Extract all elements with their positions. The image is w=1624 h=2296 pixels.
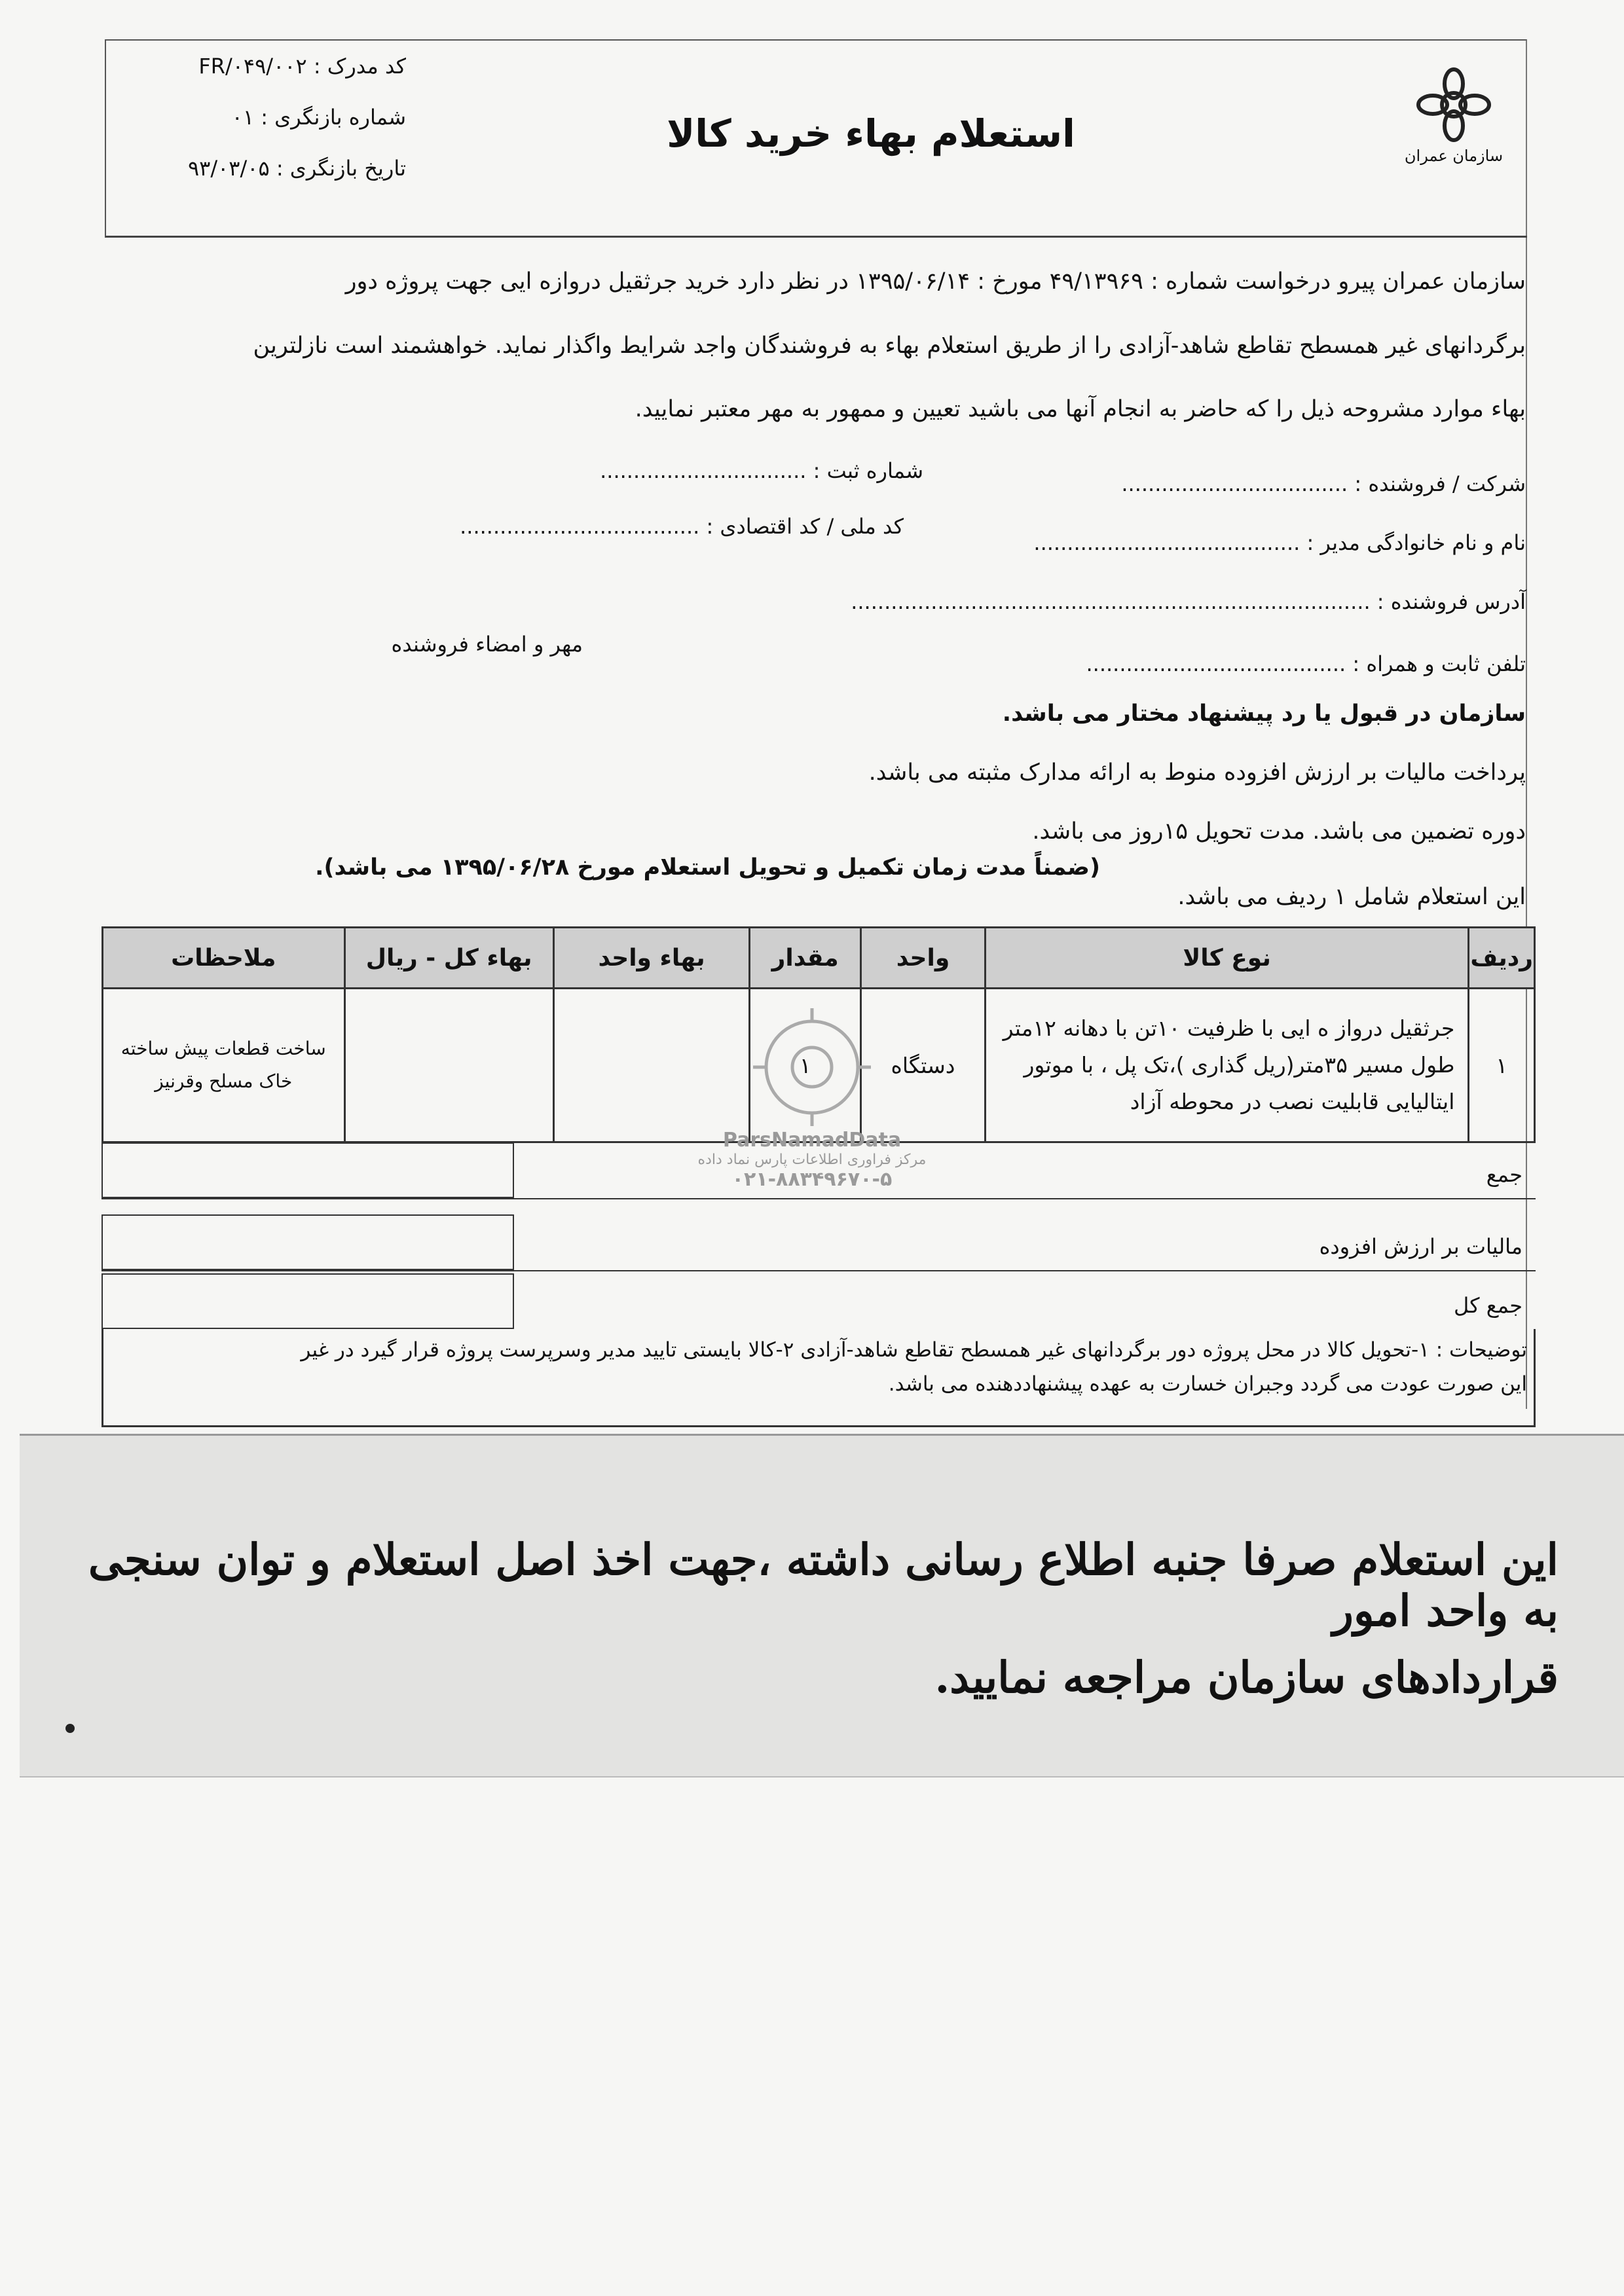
phone-field: تلفن ثابت و همراه : ....................................... bbox=[1086, 651, 1526, 676]
logo-emblem-icon bbox=[1414, 65, 1493, 144]
intro-line-2: برگردانهای غیر همسطح تقاطع شاهد-آزادی را از طریق استعلام بهاء به فروشندگان واجد شرایط واگذار نماید. خواهشمند است نازلترین bbox=[253, 333, 1526, 359]
watermark-subtitle: مرکز فراوری اطلاعات پارس نماد داده bbox=[697, 1152, 927, 1168]
item-total-price bbox=[344, 989, 553, 1142]
rows-count: این استعلام شامل ۱ ردیف می باشد. bbox=[1177, 884, 1526, 910]
gear-stamp-icon bbox=[740, 995, 884, 1126]
vat-value-cell bbox=[101, 1214, 514, 1270]
watermark-brand: ParsNamadData bbox=[722, 1129, 902, 1152]
row-number: ۱ bbox=[1469, 989, 1535, 1142]
notice-overlay bbox=[20, 1434, 1624, 1777]
header-item-type: نوع کالا bbox=[985, 928, 1469, 989]
notice-line-2: قراردادهای سازمان مراجعه نمایید. bbox=[934, 1652, 1559, 1703]
revision-number: شماره بازنگری : ۰۱ bbox=[231, 105, 406, 130]
page-title: استعلام بهاء خرید کالا bbox=[667, 111, 1075, 156]
registration-field: شماره ثبت : ............................... bbox=[600, 458, 923, 483]
intro-line-3: بهاء موارد مشروحه ذیل را که حاضر به انجام آنها می باشید تعیین و ممهور به مهر معتبر نمایید. bbox=[635, 396, 1526, 422]
grand-total-value-cell bbox=[101, 1273, 514, 1329]
watermark-phone: ۰۲۱-۸۸۳۴۹۶۷۰-۵ bbox=[731, 1168, 893, 1191]
notice-line-1: این استعلام صرفا جنبه اطلاع رسانی داشته ،جهت اخذ اصل استعلام و توان سنجی به واحد امور bbox=[88, 1534, 1559, 1636]
header-unit: واحد bbox=[861, 928, 986, 989]
logo-caption: سازمان عمران bbox=[1404, 147, 1504, 165]
revision-date: تاریخ بازنگری : ۹۳/۰۳/۰۵ bbox=[187, 156, 406, 181]
vat-label: مالیات بر ارزش افزوده bbox=[1319, 1234, 1522, 1259]
item-unit: دستگاه bbox=[861, 989, 986, 1142]
sum-label: جمع bbox=[1486, 1162, 1522, 1187]
grand-total-row bbox=[101, 1273, 1536, 1329]
grand-total-label: جمع کل bbox=[1454, 1293, 1522, 1318]
table-header-row bbox=[103, 928, 1535, 989]
manager-name-field: نام و نام خانوادگی مدیر : ........................................ bbox=[1033, 530, 1526, 555]
item-description: جرثقیل درواز ه ایی با ظرفیت ۱۰تن با دهانه ۱۲متر طول مسیر ۳۵متر(ریل گذاری )،تک پل ، با موتور ایتالیایی قابلیت نصب در محوطه آزاد bbox=[985, 989, 1469, 1142]
header-unit-price: بهاء واحد bbox=[553, 928, 749, 989]
watermark-stamp bbox=[661, 995, 963, 1270]
national-id-field: کد ملی / کد اقتصادی : .................................... bbox=[460, 514, 904, 539]
sum-value-cell bbox=[101, 1142, 514, 1198]
header-quantity: مقدار bbox=[750, 928, 861, 989]
deadline-note: (ضمناً مدت زمان تکمیل و تحویل استعلام مورخ ۱۳۹۵/۰۶/۲۸ می باشد). bbox=[315, 854, 1100, 881]
header-row-number: ردیف bbox=[1469, 928, 1535, 989]
warranty-delivery: دوره تضمین می باشد. مدت تحویل ۱۵روز می باشد. bbox=[1032, 818, 1526, 845]
item-notes: ساخت قطعات پیش ساخته خاک مسلح وقرنیز bbox=[103, 989, 345, 1142]
header-notes: ملاحظات bbox=[103, 928, 345, 989]
header-total-price: بهاء کل - ریال bbox=[344, 928, 553, 989]
seal-signature-label: مهر و امضاء فروشنده bbox=[391, 632, 583, 657]
dot-mark bbox=[65, 1724, 75, 1733]
company-field: شرکت / فروشنده : .................................. bbox=[1121, 471, 1526, 496]
notes-line-1: توضیحات : ۱-تحویل کالا در محل پروژه دور برگردانهای غیر همسطح تقاطع شاهد-آزادی ۲-کالا بایستی تایید مدیر وسرپرست پروژه قرار گیرد در غیر bbox=[301, 1338, 1527, 1362]
address-field: آدرس فروشنده : .............................................................................. bbox=[851, 589, 1526, 614]
vat-condition: پرداخت مالیات بر ارزش افزوده منوط به ارائه مدارک مثبته می باشد. bbox=[868, 759, 1526, 786]
intro-line-1: سازمان عمران پیرو درخواست شماره : ۴۹/۱۳۹۶۹ مورخ : ۱۳۹۵/۰۶/۱۴ در نظر دارد خرید جرثقیل دروازه ایی جهت پروژه دور bbox=[345, 268, 1526, 295]
notes-line-2: این صورت عودت می گردد وجبران خسارت به عهده پیشنهاددهنده می باشد. bbox=[888, 1372, 1527, 1396]
acceptance-condition: سازمان در قبول یا رد پیشنهاد مختار می باشد. bbox=[1002, 701, 1526, 727]
item-quantity: ۱ bbox=[750, 989, 861, 1142]
doc-code: کد مدرک : FR/۰۴۹/۰۰۲ bbox=[198, 54, 406, 79]
organization-logo bbox=[1401, 65, 1506, 190]
notes-box bbox=[101, 1329, 1536, 1427]
